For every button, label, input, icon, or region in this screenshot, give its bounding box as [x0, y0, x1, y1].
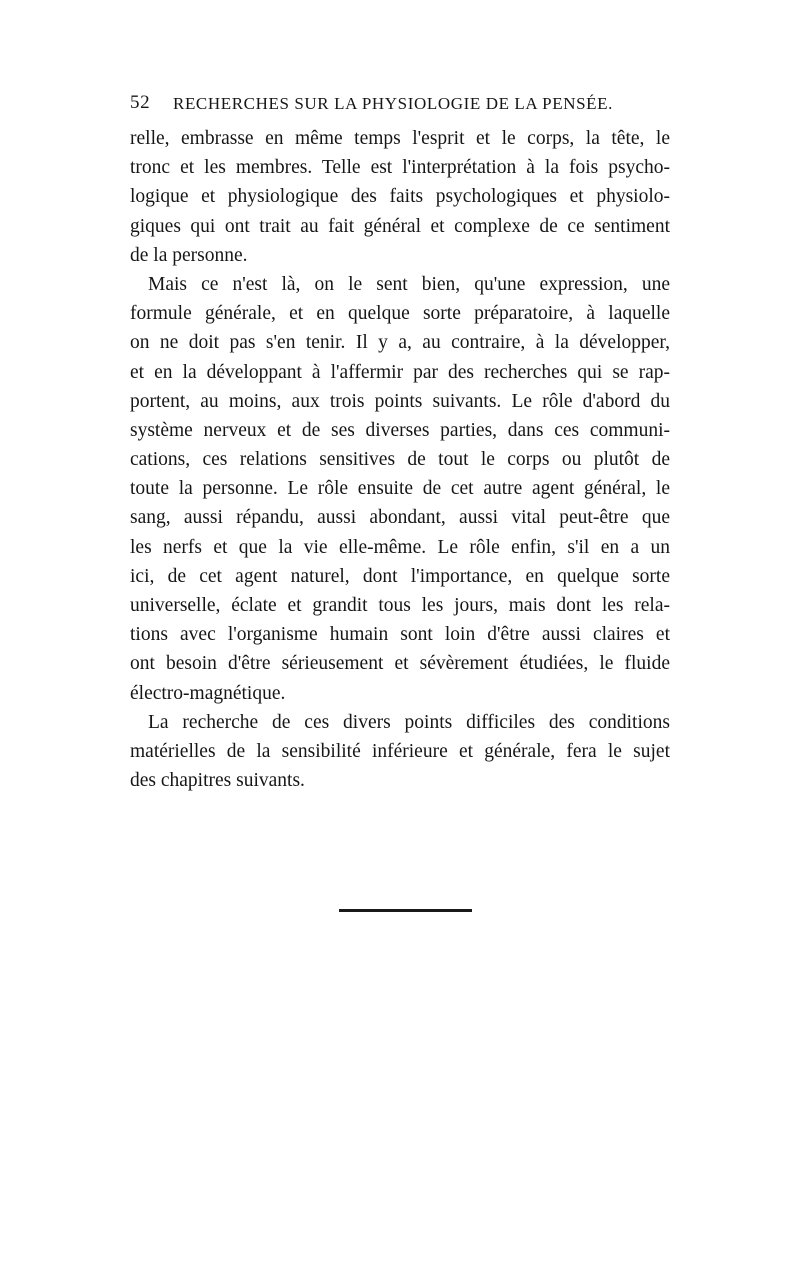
text-line: de la personne. [130, 244, 248, 266]
text-line: système nerveux et de ses diverses parties, dans ces communi- [130, 419, 670, 441]
text-line: tions avec l'organisme humain sont loin d'être aussi claires et [130, 624, 670, 646]
text-line: sang, aussi répandu, aussi abondant, aussi vital peut-être que [130, 507, 670, 529]
text-line: relle, embrasse en même temps l'esprit et le corps, la tête, le [130, 128, 670, 149]
text-line: formule générale, et en quelque sorte préparatoire, à laquelle [130, 303, 670, 325]
page-number: 52 [130, 92, 151, 113]
text-line: ont besoin d'être sérieusement et sévèrement étudiées, le fluide [130, 653, 670, 675]
text-line: logique et physiologique des faits psychologiques et physiolo- [130, 186, 670, 208]
text-line: giques qui ont trait au fait général et complexe de ce sentiment [130, 215, 670, 237]
text-line: ici, de cet agent naturel, dont l'importance, en quelque sorte [130, 565, 670, 587]
text-line: tronc et les membres. Telle est l'interprétation à la fois psycho- [130, 157, 670, 179]
paragraph-1 [130, 124, 670, 270]
text-line: Mais ce n'est là, on le sent bien, qu'une expression, une [148, 273, 670, 295]
text-line: toute la personne. Le rôle ensuite de cet autre agent général, le [130, 478, 670, 500]
running-title: RECHERCHES SUR LA PHYSIOLOGIE DE LA PENSÉE. [173, 94, 613, 113]
text-line: on ne doit pas s'en tenir. Il y a, au contraire, à la développer, [130, 332, 670, 354]
running-head [130, 92, 670, 118]
body-text [130, 124, 670, 795]
paragraph-3 [130, 708, 670, 796]
text-line: matérielles de la sensibilité inférieure et générale, fera le sujet [130, 740, 670, 762]
text-line: et en la développant à l'affermir par des recherches qui se rap- [130, 361, 670, 383]
text-line: électro-magnétique. [130, 682, 286, 704]
paragraph-2 [130, 270, 670, 708]
text-line: portent, au moins, aux trois points suivants. Le rôle d'abord du [130, 390, 670, 412]
section-end-rule [339, 909, 472, 912]
text-line: universelle, éclate et grandit tous les jours, mais dont les rela- [130, 595, 670, 616]
text-line: des chapitres suivants. [130, 770, 305, 792]
text-line: cations, ces relations sensitives de tout le corps ou plutôt de [130, 449, 670, 471]
text-line: La recherche de ces divers points difficiles des conditions [148, 711, 670, 733]
text-line: les nerfs et que la vie elle-même. Le rôle enfin, s'il en a un [130, 536, 670, 558]
